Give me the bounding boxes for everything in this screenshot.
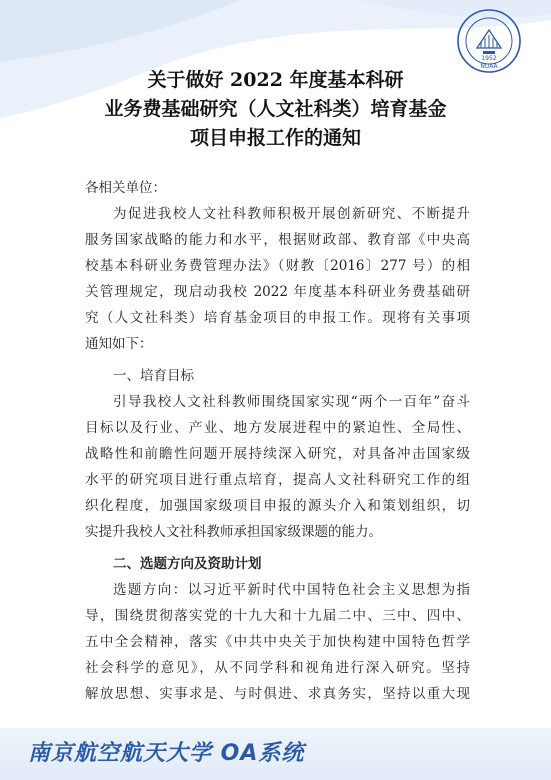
seal-year: 1952 <box>481 55 497 62</box>
section1-heading: 一、培育目标 <box>113 368 194 384</box>
footer-banner <box>0 728 551 780</box>
section2-line: 社会科学的意见》，从不同学科和视角进行深入研究。坚持 <box>85 660 470 676</box>
section1-line: 实提升我校人文社科教师承担国家级课题的能力。 <box>85 524 382 540</box>
paragraph-line: 通知如下： <box>85 336 153 352</box>
university-seal-logo <box>456 8 522 74</box>
section2-line: 选题方向：以习近平新时代中国特色社会主义思想为指 <box>113 582 470 598</box>
title-line: 项目申报工作的通知 <box>189 127 361 149</box>
section2-heading: 二、选题方向及资助计划 <box>113 556 262 572</box>
footer-brand-text: 南京航空航天大学 OA系统 <box>28 741 305 766</box>
section1-line: 目标以及行业、产业、地方发展进程中的紧迫性、全局性、 <box>85 420 470 436</box>
section1-line: 水平的研究项目进行重点培育，提高人文社科研究工作的组 <box>85 472 470 488</box>
section2-line: 导，围绕贯彻落实党的十九大和十九届二中、三中、四中、 <box>85 608 470 624</box>
paragraph-line: 关管理规定，现启动我校 2022 年度基本科研业务费基础研 <box>85 284 470 300</box>
paragraph-line: 校基本科研业务费管理办法》（财教〔2016〕277 号）的相 <box>85 258 470 274</box>
document-title <box>40 66 511 153</box>
title-line: 关于做好 2022 年度基本科研 <box>147 69 404 91</box>
section2-line: 解放思想、实事求是、与时俱进、求真务实，坚持以重大现 <box>85 686 470 702</box>
section1-line: 引导我校人文社科教师围绕国家实现“两个一百年”奋斗 <box>113 394 470 410</box>
section2-line: 五中全会精神，落实《中共中央关于加快构建中国特色哲学 <box>85 634 470 650</box>
paragraph-line: 究（人文社科类）培育基金项目的申报工作。现将有关事项 <box>85 310 470 326</box>
salutation: 各相关单位： <box>85 180 166 196</box>
seal-abbr: NUAA <box>480 63 498 70</box>
section1-line: 织化程度，加强国家级项目申报的源头介入和策划组织，切 <box>85 498 470 514</box>
section1-line: 战略性和前瞻性问题开展持续深入研究，对具备冲击国家级 <box>85 446 470 462</box>
paragraph-line: 服务国家战略的能力和水平，根据财政部、教育部《中央高 <box>85 232 470 248</box>
paragraph-line: 为促进我校人文社科教师积极开展创新研究、不断提升 <box>113 206 470 222</box>
title-line: 业务费基础研究（人文社科类）培育基金 <box>104 98 447 120</box>
